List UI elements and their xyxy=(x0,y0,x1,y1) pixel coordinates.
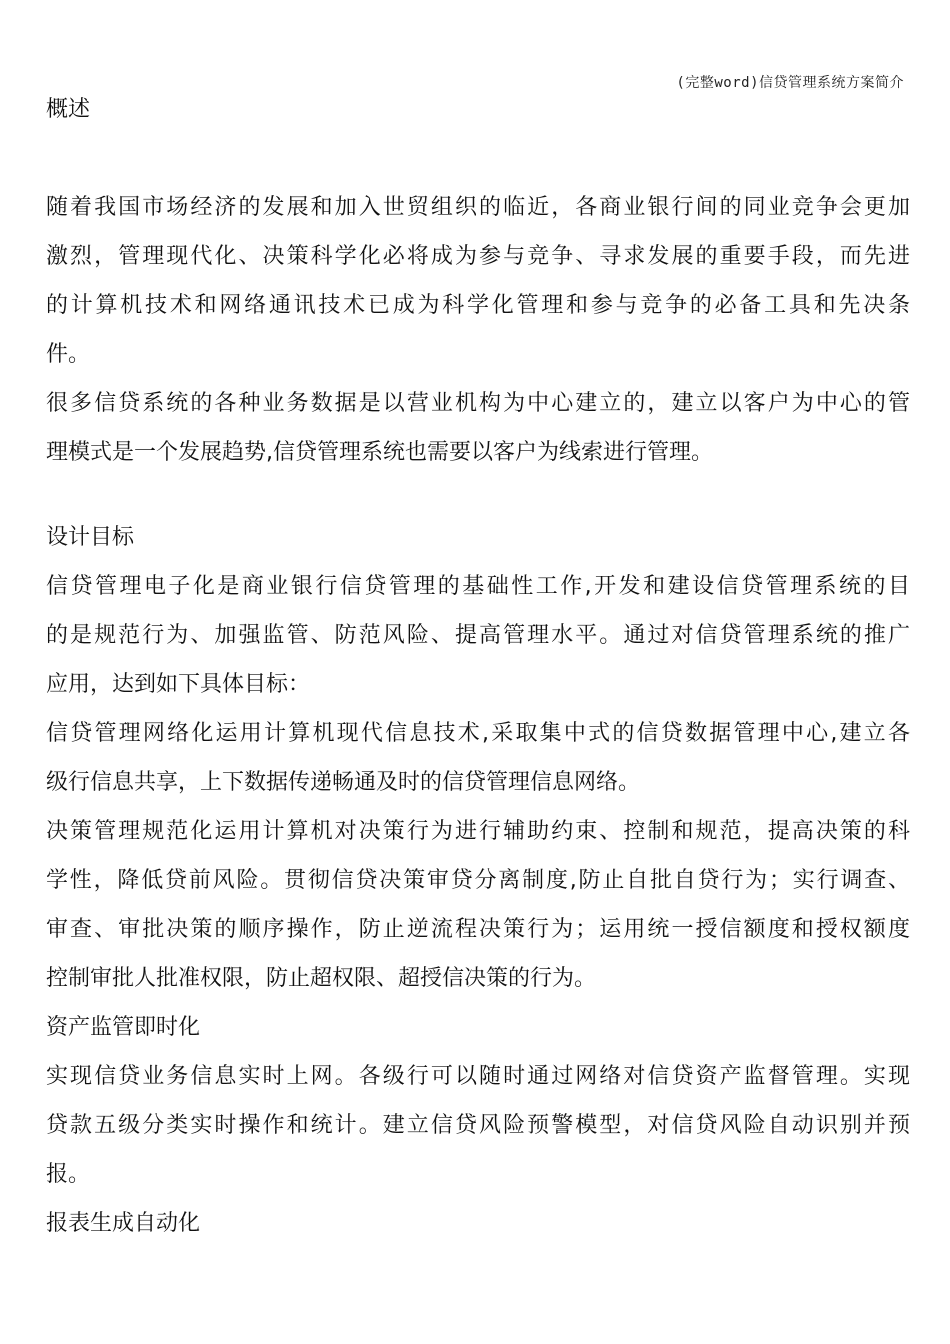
paragraph-line: 信贷管理网络化运用计算机现代信息技术,采取集中式的信贷数据管理中心,建立各 xyxy=(46,721,910,746)
paragraph-line: 理模式是一个发展趋势,信贷管理系统也需要以客户为线索进行管理。 xyxy=(46,440,713,465)
document-body xyxy=(46,92,910,1255)
paragraph-line: 实现信贷业务信息实时上网。各级行可以随时通过网络对信贷资产监督管理。实现 xyxy=(46,1064,910,1089)
paragraph-line: 学性，降低贷前风险。贯彻信贷决策审贷分离制度,防止自批自贷行为；实行调查、 xyxy=(46,868,910,893)
paragraph-line: 信贷管理电子化是商业银行信贷管理的基础性工作,开发和建设信贷管理系统的目 xyxy=(46,574,910,599)
paragraph-line: 级行信息共享，上下数据传递畅通及时的信贷管理信息网络。 xyxy=(46,770,641,795)
section-heading-overview: 概述 xyxy=(46,97,91,122)
paragraph-line: 决策管理规范化运用计算机对决策行为进行辅助约束、控制和规范，提高决策的科 xyxy=(46,819,910,844)
paragraph-line: 很多信贷系统的各种业务数据是以营业机构为中心建立的，建立以客户为中心的管 xyxy=(46,391,910,416)
section-heading-design-goals: 设计目标 xyxy=(46,525,135,550)
paragraph-line: 随着我国市场经济的发展和加入世贸组织的临近，各商业银行间的同业竞争会更加 xyxy=(46,195,910,220)
paragraph-line: 件。 xyxy=(46,342,91,367)
page-header-note: (完整word)信贷管理系统方案简介 xyxy=(676,75,904,91)
paragraph-line: 激烈，管理现代化、决策科学化必将成为参与竞争、寻求发展的重要手段，而先进 xyxy=(46,244,910,269)
section-heading-asset-supervision: 资产监管即时化 xyxy=(46,1015,201,1040)
paragraph-line: 的是规范行为、加强监管、防范风险、提高管理水平。通过对信贷管理系统的推广 xyxy=(46,623,910,648)
paragraph-line: 的计算机技术和网络通讯技术已成为科学化管理和参与竞争的必备工具和先决条 xyxy=(46,293,910,318)
section-heading-report-generation: 报表生成自动化 xyxy=(46,1211,201,1236)
paragraph-line: 控制审批人批准权限，防止超权限、超授信决策的行为。 xyxy=(46,966,597,991)
paragraph-line: 应用，达到如下具体目标： xyxy=(46,672,311,697)
paragraph-line: 审查、审批决策的顺序操作，防止逆流程决策行为；运用统一授信额度和授权额度 xyxy=(46,917,910,942)
paragraph-line: 报。 xyxy=(46,1162,91,1187)
paragraph-line: 贷款五级分类实时操作和统计。建立信贷风险预警模型，对信贷风险自动识别并预 xyxy=(46,1113,910,1138)
